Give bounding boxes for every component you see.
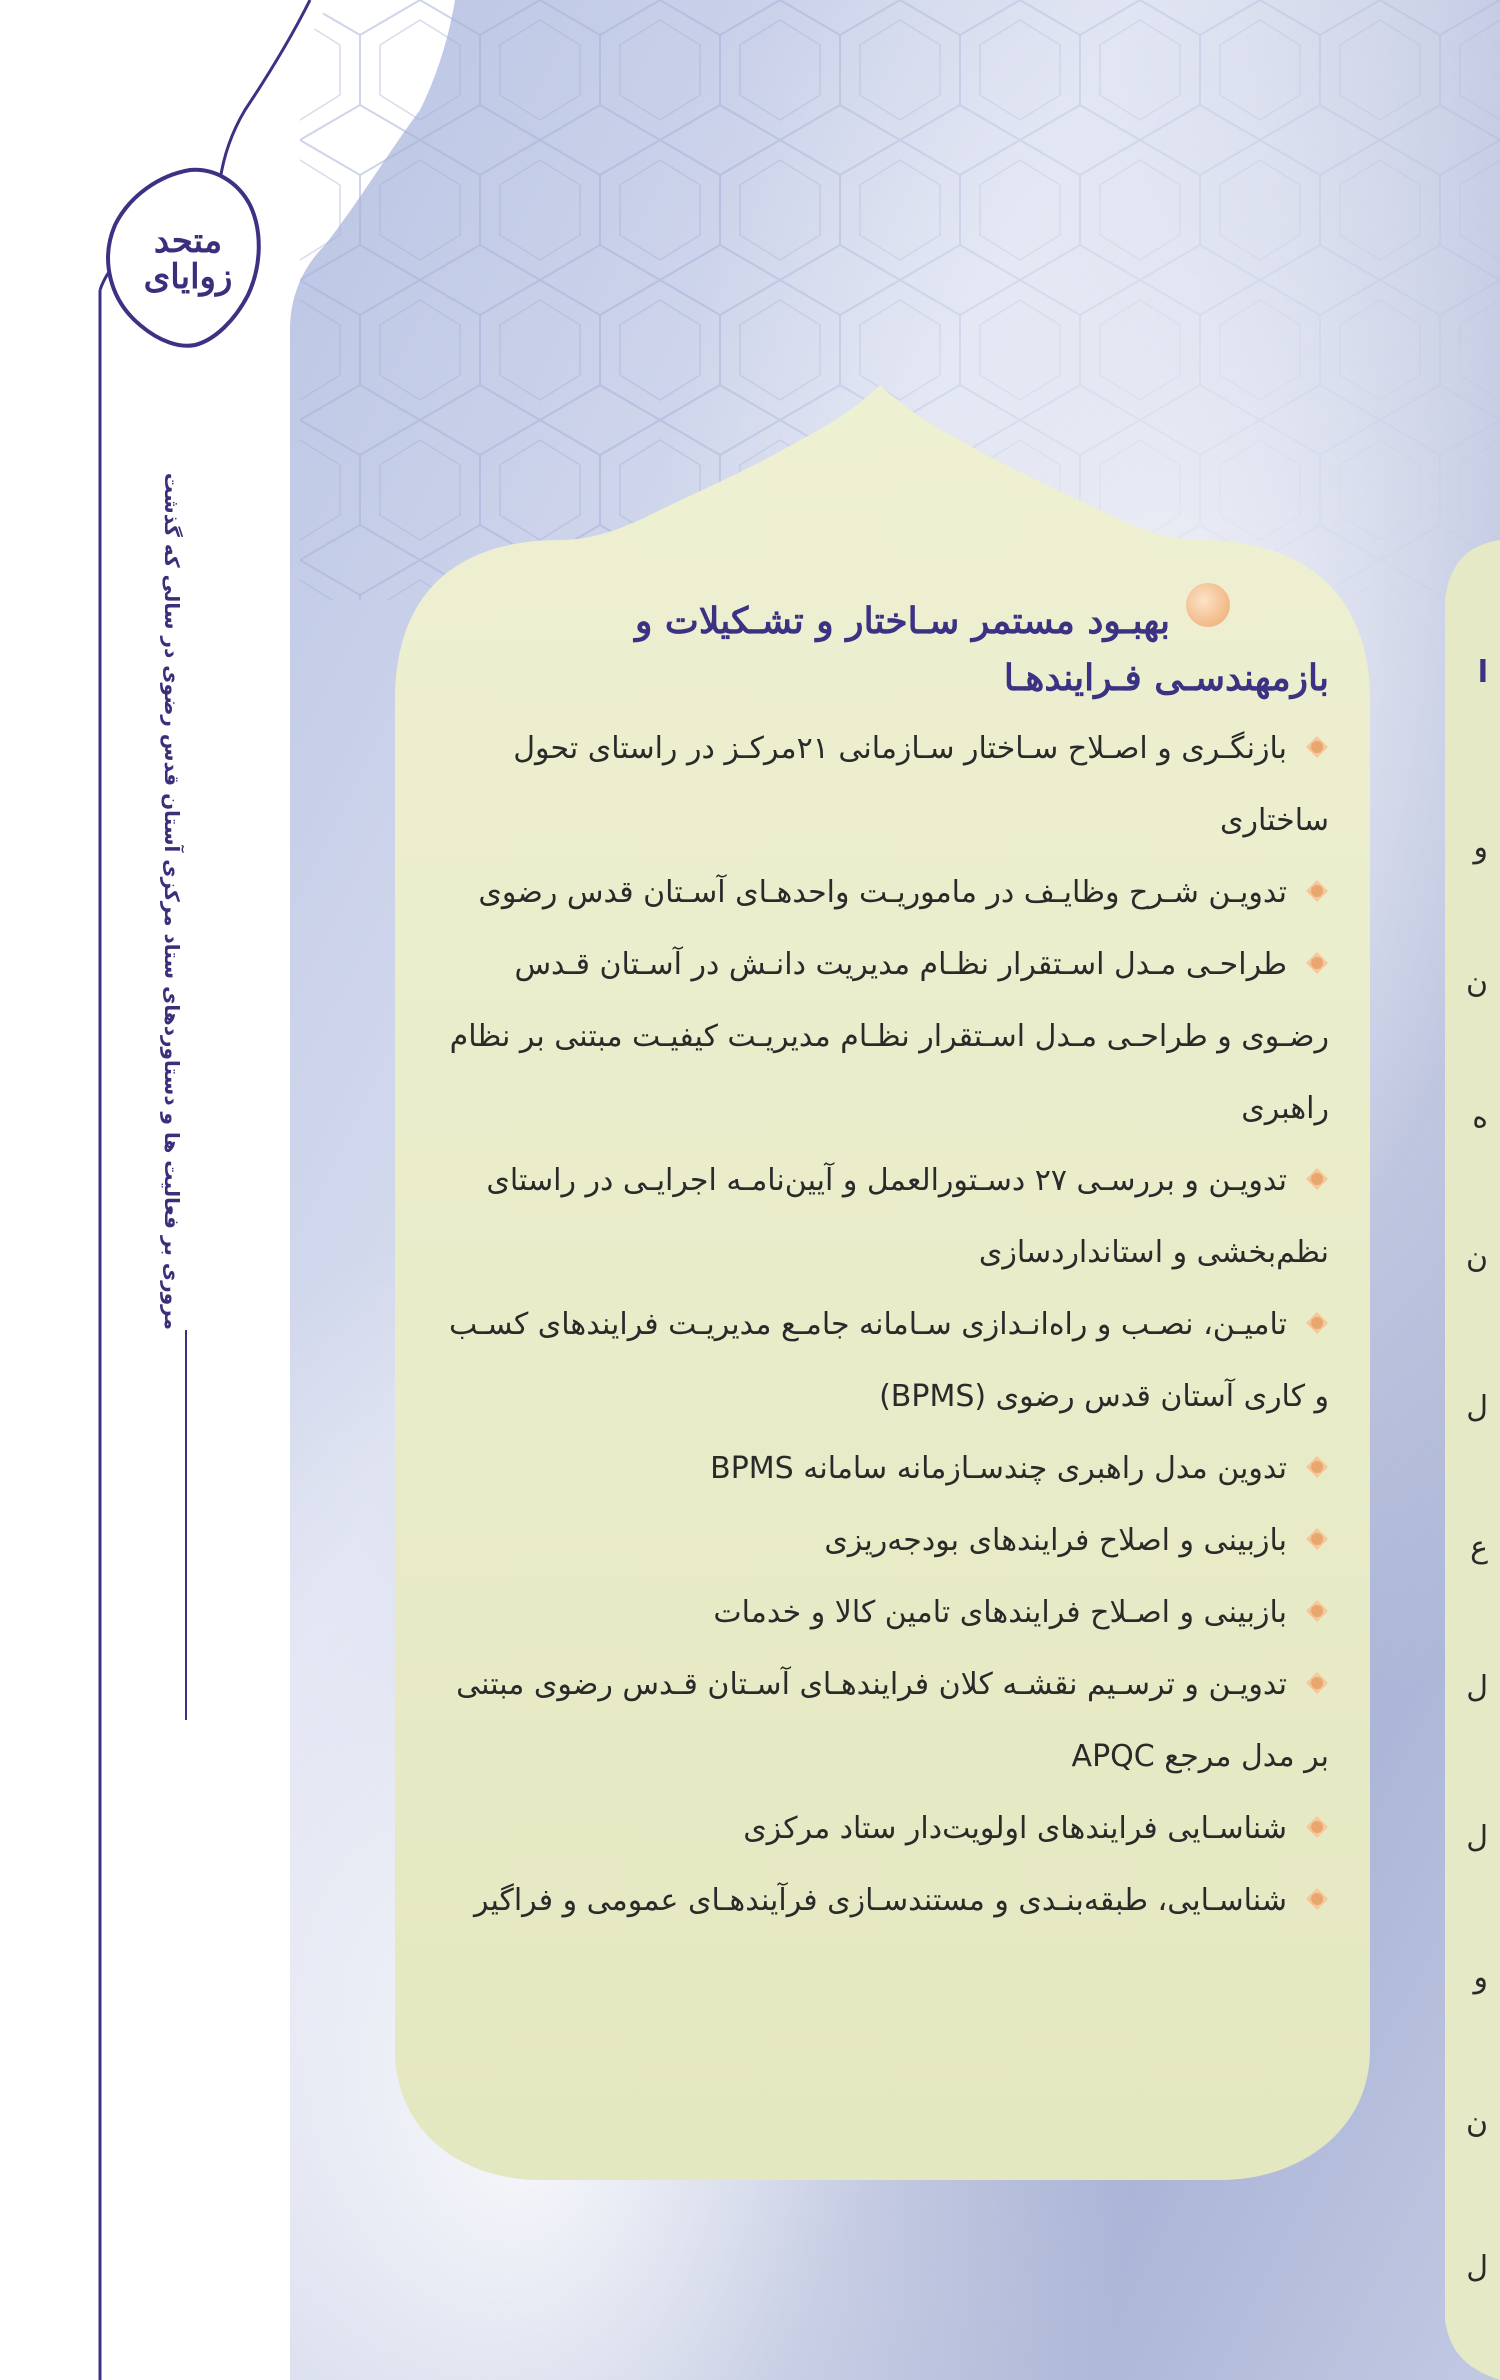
list-item-text: شناسـایی فرایندهای اولویت‌دار ستاد مرکزی xyxy=(743,1811,1287,1846)
list-item xyxy=(425,1505,1335,1577)
list-item xyxy=(425,1577,1335,1649)
diamond-bullet-icon xyxy=(1305,1311,1329,1335)
section-heading xyxy=(425,545,1335,707)
list-item xyxy=(425,1433,1335,1505)
list-item xyxy=(425,1649,1335,1793)
right-fragment: ن xyxy=(1465,965,1488,1000)
diamond-bullet-icon xyxy=(1305,735,1329,759)
list-item-text: تدویـن شـرح وظایـف در ماموریـت واحدهـای آسـتان قدس رضوی xyxy=(478,875,1287,910)
list-item-text: بازبینی و اصـلاح فرایندهای تامین کالا و خدمات xyxy=(713,1595,1287,1630)
right-fragment: ن xyxy=(1465,2105,1488,2140)
diamond-bullet-icon xyxy=(1305,1671,1329,1695)
diamond-bullet-icon xyxy=(1305,1815,1329,1839)
right-fragment: ن xyxy=(1465,1240,1488,1275)
right-fragment: و xyxy=(1473,1960,1488,1995)
spine-caption: مروری بر فعالیت ها و دستاوردهای ستاد مرکزی آستان قدس رضوی در سالی که گذشت xyxy=(160,472,184,1330)
right-fragment: ل xyxy=(1466,1820,1488,1855)
right-column-fragments xyxy=(1440,0,1500,2380)
diamond-bullet-icon xyxy=(1305,1599,1329,1623)
diamond-bullet-icon xyxy=(1305,951,1329,975)
list-item-text: تامیـن، نصـب و راه‌انـدازی سـامانه جامـع مدیریـت فرایندهای کسـب و کاری آستان قدس رضوی (BPMS) xyxy=(448,1307,1329,1414)
diamond-bullet-icon xyxy=(1305,1167,1329,1191)
list-item-text: شناسـایی، طبقه‌بنـدی و مستندسـازی فرآیندهـای عمومی و فراگیر xyxy=(473,1883,1287,1918)
diamond-bullet-icon xyxy=(1305,1455,1329,1479)
right-fragment: ع xyxy=(1470,1530,1488,1565)
diamond-bullet-icon xyxy=(1305,1527,1329,1551)
list-item-text: تدویـن و بررسـی ۲۷ دسـتورالعمل و آیین‌نامـه اجرایـی در راستای نظم‌بخشی و استانداردسازی xyxy=(486,1163,1329,1270)
right-fragment: ا xyxy=(1477,655,1488,690)
heading-bullet-icon xyxy=(1186,583,1230,627)
list-item xyxy=(425,1289,1335,1433)
right-fragment: ل xyxy=(1466,1670,1488,1705)
list-item xyxy=(425,713,1335,857)
list-item-text: بازبینی و اصلاح فرایندهای بودجه‌ریزی xyxy=(824,1523,1287,1558)
list-item xyxy=(425,857,1335,929)
achievement-list xyxy=(425,713,1335,1937)
list-item xyxy=(425,1145,1335,1289)
list-item-text: تدویـن و ترسـیم نقشـه کلان فرایندهـای آسـتان قـدس رضوی مبتنی بر مدل مرجع APQC xyxy=(456,1667,1329,1774)
list-item-text: طراحـی مـدل اسـتقرار نظـام مدیریت دانـش در آسـتان قـدس رضـوی و طراحـی مـدل اسـتقرار نظـام مدیریـت کیفیـت مبتنی بر نظام راهبری xyxy=(449,947,1329,1126)
logo-lettering: متحد زوایای xyxy=(143,221,233,297)
heading-line-1: بهبـود مستمر سـاختار و تشـکیلات و xyxy=(635,600,1170,642)
right-fragment: ه xyxy=(1472,1100,1488,1135)
right-fragment: ل xyxy=(1466,1390,1488,1425)
list-item xyxy=(425,1865,1335,1937)
diamond-bullet-icon xyxy=(1305,879,1329,903)
heading-line-2: بازمهندسـی فـرایندهـا xyxy=(1003,657,1329,699)
list-item xyxy=(425,929,1335,1145)
content-panel xyxy=(425,545,1335,2105)
list-item xyxy=(425,1793,1335,1865)
diamond-bullet-icon xyxy=(1305,1887,1329,1911)
right-fragment: ل xyxy=(1466,2250,1488,2285)
list-item-text: تدوین مدل راهبری چندسـازمانه سامانه BPMS xyxy=(710,1451,1287,1486)
right-fragment: و xyxy=(1473,830,1488,865)
list-item-text: بازنگـری و اصـلاح سـاختار سـازمانی ۲۱مرکـز در راستای تحول ساختاری xyxy=(513,731,1329,838)
